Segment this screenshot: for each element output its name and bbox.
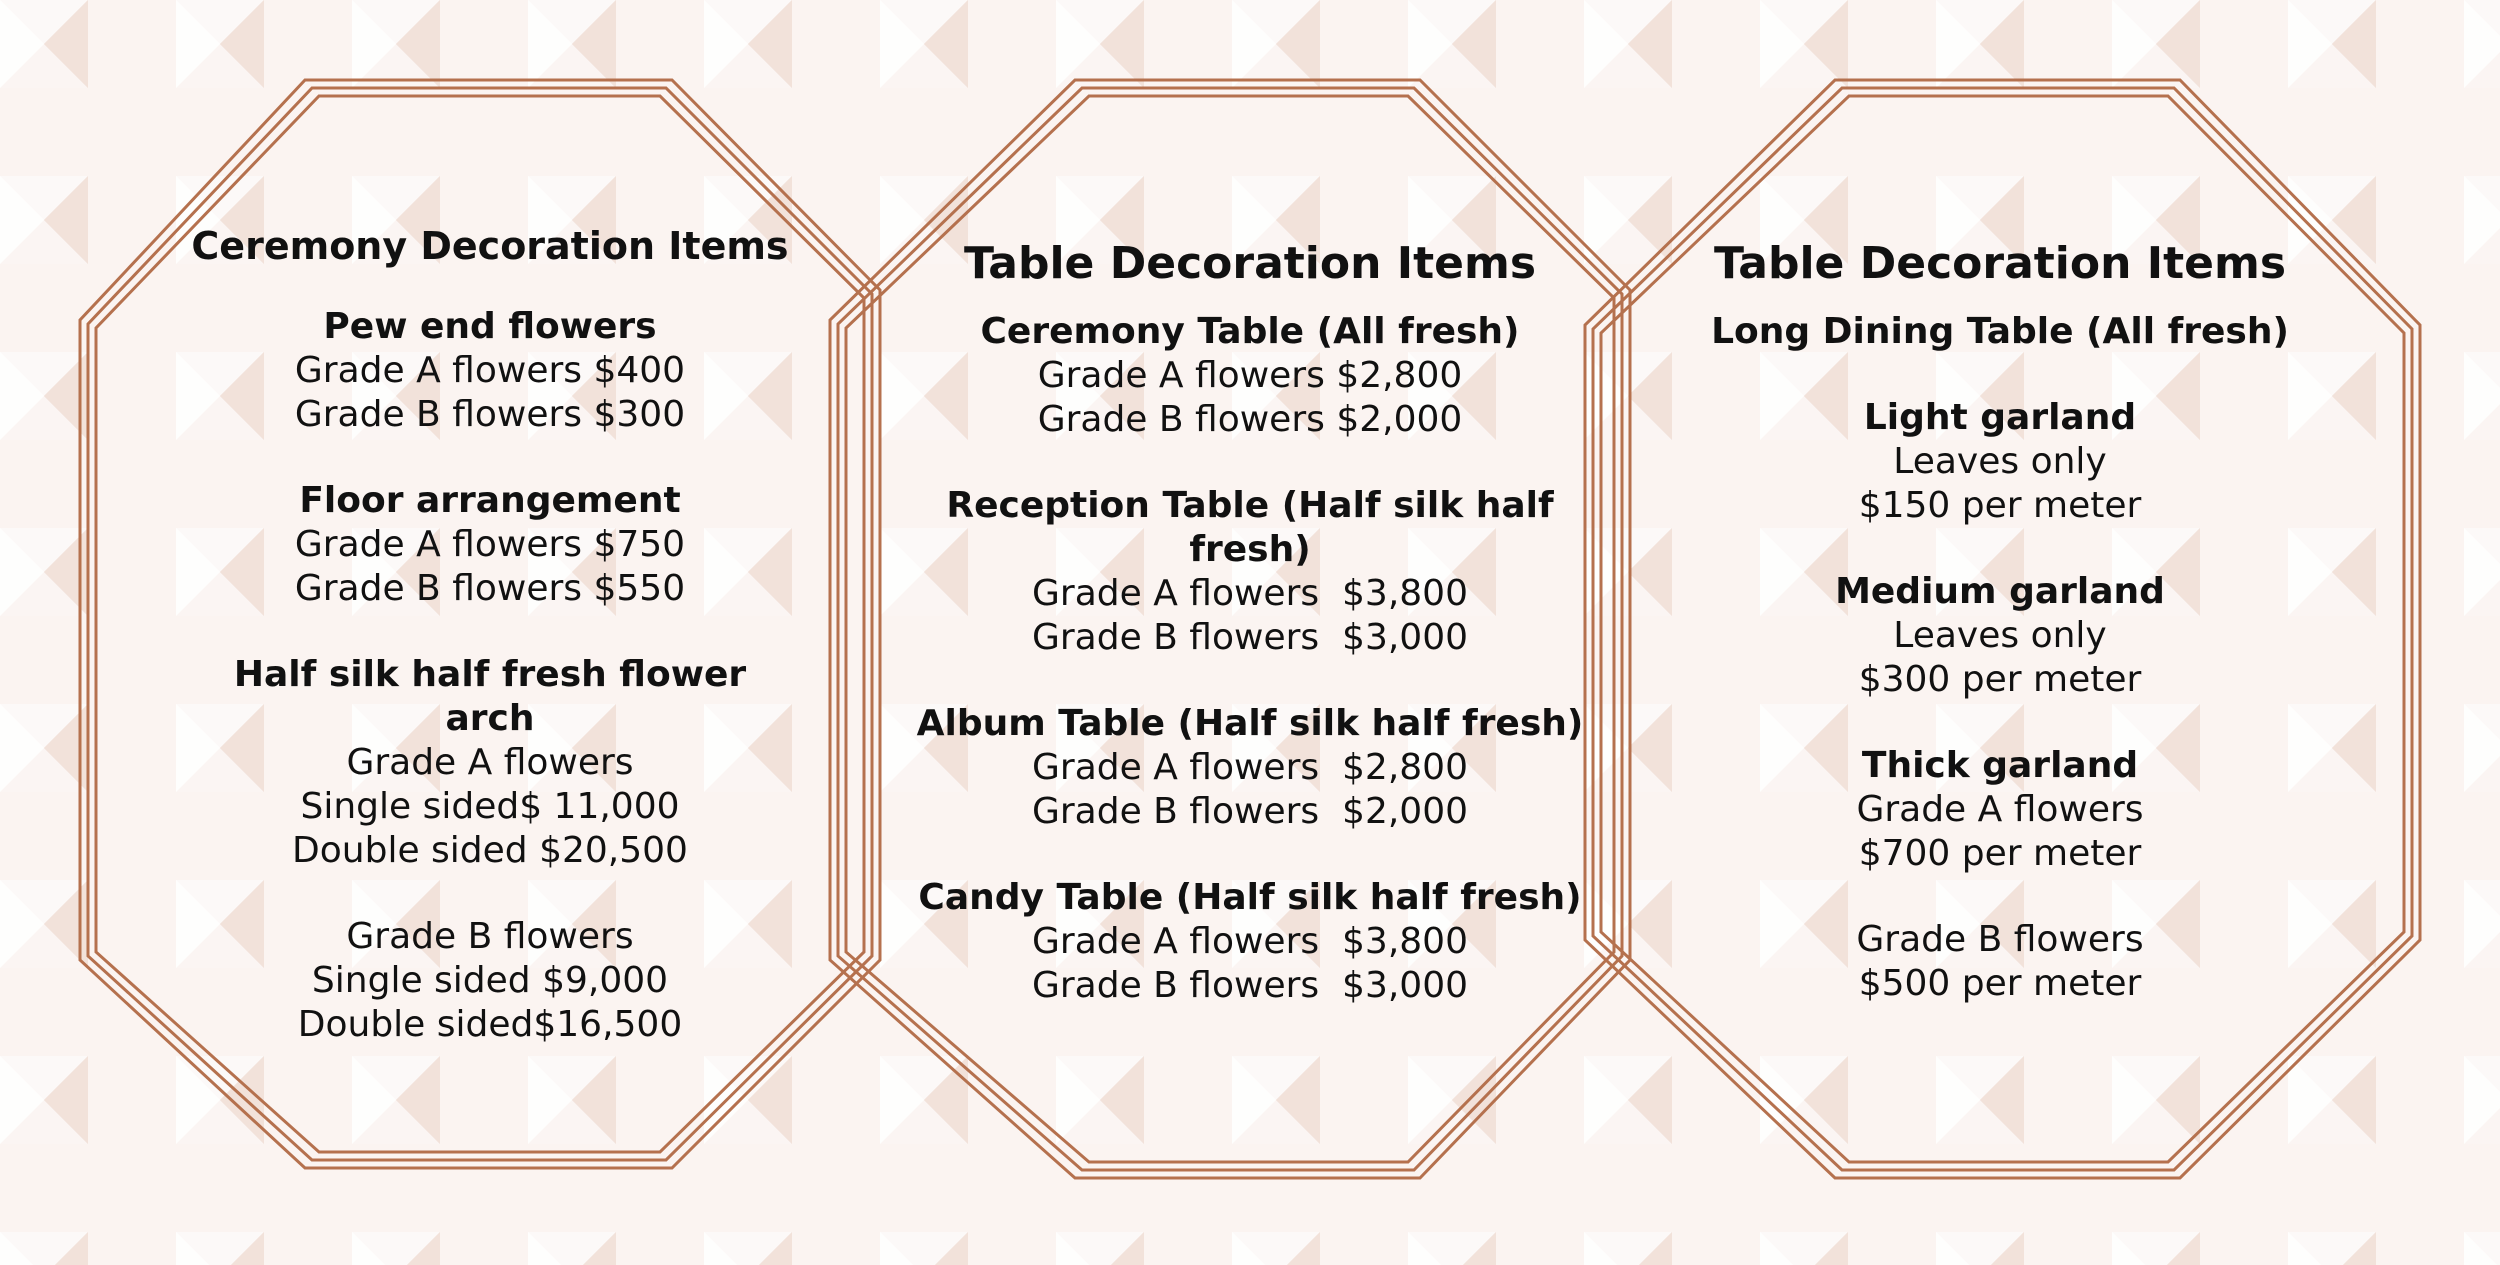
price-group — [1700, 396, 2300, 528]
price-group — [190, 915, 790, 1047]
table-decoration-panel — [910, 235, 1590, 1050]
panel-title: Table Decoration Items — [1713, 238, 2287, 289]
price-line: $150 per meter — [1858, 485, 2142, 527]
price-line: Grade A flowers $3,800 — [1032, 921, 1468, 963]
price-line: Grade B flowers $550 — [294, 568, 686, 610]
group-title: Reception Table (Half silk half fresh) — [946, 485, 1554, 571]
price-group — [1700, 744, 2300, 876]
price-group — [910, 484, 1590, 660]
price-group — [1700, 570, 2300, 702]
panel-title: Table Decoration Items — [963, 238, 1537, 289]
price-line: Grade B flowers $3,000 — [1031, 617, 1469, 659]
price-line: $500 per meter — [1858, 963, 2142, 1005]
price-group — [1700, 310, 2300, 354]
price-group — [1700, 918, 2300, 1006]
group-title: Ceremony Table (All fresh) — [980, 311, 1520, 353]
price-line: Grade B flowers — [1856, 919, 2144, 961]
price-line: Grade A flowers — [346, 742, 634, 784]
price-line: Grade A flowers — [1856, 789, 2144, 831]
price-line: Grade A flowers $2,800 — [1032, 747, 1468, 789]
group-title: Long Dining Table (All fresh) — [1711, 311, 2289, 353]
price-line: Grade A flowers $2,800 — [1037, 355, 1463, 397]
group-title: Candy Table (Half silk half fresh) — [918, 877, 1582, 919]
price-line: Grade B flowers — [346, 916, 634, 958]
price-line: Leaves only — [1893, 441, 2107, 483]
dining-table-panel — [1700, 235, 2300, 1048]
price-group — [190, 479, 790, 611]
group-title: Medium garland — [1835, 571, 2165, 613]
price-line: Grade A flowers $750 — [294, 524, 686, 566]
price-group — [910, 702, 1590, 834]
price-line: Grade B flowers $2,000 — [1037, 399, 1463, 441]
price-line: Grade A flowers $400 — [294, 350, 686, 392]
ceremony-decoration-panel — [190, 222, 790, 1089]
price-line: $700 per meter — [1858, 833, 2142, 875]
price-line: Grade B flowers $300 — [294, 394, 686, 436]
price-line: Single sided $9,000 — [311, 960, 669, 1002]
group-title: Half silk half fresh flower arch — [233, 654, 747, 740]
group-title: Pew end flowers — [323, 306, 657, 348]
price-line: $300 per meter — [1858, 659, 2142, 701]
group-title: Album Table (Half silk half fresh) — [916, 703, 1584, 745]
group-title: Light garland — [1863, 397, 2137, 439]
price-line: Grade A flowers $3,800 — [1032, 573, 1468, 615]
price-group — [190, 653, 790, 873]
price-group — [910, 310, 1590, 442]
price-line: Double sided $20,500 — [292, 830, 688, 872]
price-line: Double sided$16,500 — [297, 1004, 683, 1046]
price-line: Grade B flowers $3,000 — [1031, 965, 1469, 1007]
panel-title: Ceremony Decoration Items — [191, 224, 789, 268]
group-title: Thick garland — [1861, 745, 2139, 787]
price-group — [910, 876, 1590, 1008]
price-line: Leaves only — [1893, 615, 2107, 657]
price-group — [190, 305, 790, 437]
price-line: Single sided$ 11,000 — [300, 786, 680, 828]
group-title: Floor arrangement — [299, 480, 681, 522]
price-line: Grade B flowers $2,000 — [1031, 791, 1469, 833]
